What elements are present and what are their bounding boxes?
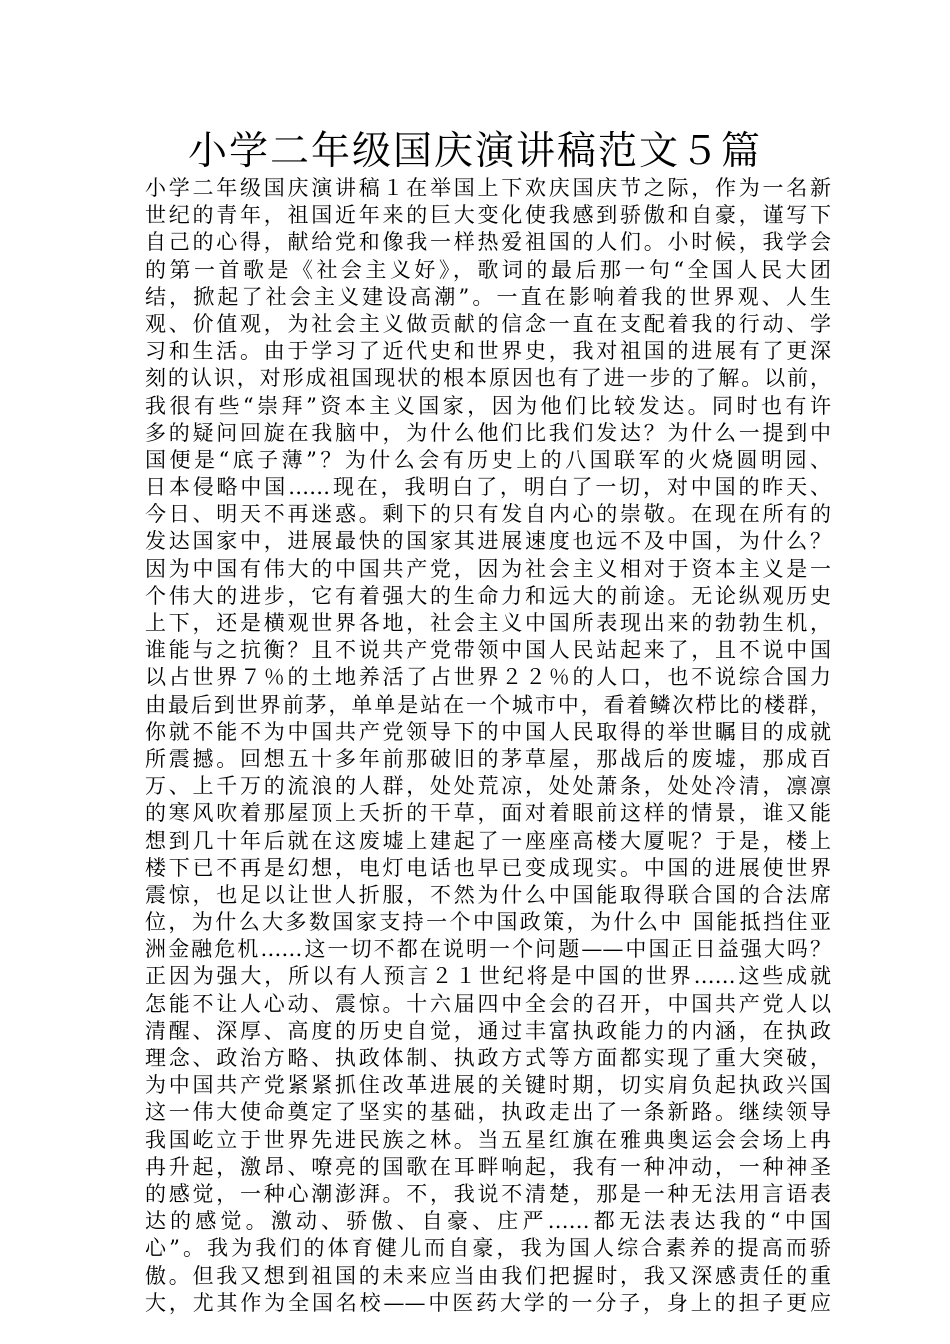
body-text-line: 怎能不让人心动、震惊。十六届四中全会的召开，中国共产党人以 (145, 991, 831, 1016)
body-text-line: 刻的认识，对形成祖国现状的根本原因也有了进一步的了解。以前， (145, 366, 831, 391)
body-text-line: 的第一首歌是《社会主义好》，歌词的最后那一句“全国人民大团 (145, 257, 831, 282)
body-text-line: 心”。我为我们的体育健儿而自豪，我为国人综合素养的提高而骄 (145, 1236, 831, 1261)
body-text-line: 的寒风吹着那屋顶上夭折的干草，面对着眼前这样的情景，谁又能 (145, 801, 831, 826)
document-body (145, 175, 831, 1317)
body-text-line: 想到几十年后就在这废墟上建起了一座座高楼大厦呢？于是，楼上 (145, 828, 831, 853)
body-text-line: 我很有些“崇拜”资本主义国家，因为他们比较发达。同时也有许 (145, 393, 831, 418)
body-text-line: 冉升起，激昂、嘹亮的国歌在耳畔响起，我有一种冲动，一种神圣 (145, 1154, 831, 1179)
body-text-line: 的感觉，一种心潮澎湃。不，我说不清楚，那是一种无法用言语表 (145, 1181, 831, 1206)
body-text-line: 位，为什么大多数国家支持一个中国政策，为什么中 国能抵挡住亚 (145, 910, 831, 935)
body-text-line: 个伟大的进步，它有着强大的生命力和远大的前途。无论纵观历史 (145, 583, 831, 608)
body-text-line: 以占世界７％的土地养活了占世界２２％的人口，也不说综合国力 (145, 665, 831, 690)
body-text-line: 万、上千万的流浪的人群，处处荒凉，处处萧条，处处冷清，凛凛 (145, 774, 831, 799)
body-text-line: 所震撼。回想五十多年前那破旧的茅草屋，那战后的废墟，那成百 (145, 746, 831, 771)
body-text-line: 习和生活。由于学习了近代史和世界史，我对祖国的进展有了更深 (145, 339, 831, 364)
body-text-line: 观、价值观，为社会主义做贡献的信念一直在支配着我的行动、学 (145, 311, 831, 336)
body-text-line: 自己的心得，献给党和像我一样热爱祖国的人们。小时候，我学会 (145, 230, 831, 255)
body-text-line: 理念、政治方略、执政体制、执政方式等方面都实现了重大突破， (145, 1046, 831, 1070)
body-text-line: 为中国共产党紧紧抓住改革进展的关键时期，切实肩负起执政兴国 (145, 1073, 831, 1098)
document-title: 小学二年级国庆演讲稿范文５篇 (187, 129, 762, 174)
body-text-line: 今日、明天不再迷惑。剩下的只有发自内心的崇敬。在现在所有的 (145, 502, 831, 527)
body-text-line: 傲。但我又想到祖国的未来应当由我们把握时，我又深感责任的重 (145, 1263, 831, 1288)
body-text-line: 上下，还是横观世界各地，社会主义中国所表现出来的勃勃生机， (145, 611, 831, 635)
body-text-line: 结，掀起了社会主义建设高潮”。一直在影响着我的世界观、人生 (145, 284, 831, 309)
body-text-line: 发达国家中，进展最快的国家其进展速度也远不及中国，为什么？ (145, 529, 831, 554)
body-text-line: 清醒、深厚、高度的历史自觉，通过丰富执政能力的内涵，在执政 (145, 1018, 831, 1043)
body-text-line: 楼下已不再是幻想，电灯电话也早已变成现实。中国的进展使世界 (145, 855, 831, 880)
body-text-line: 日本侵略中国……现在，我明白了，明白了一切，对中国的昨天、 (145, 475, 831, 500)
body-text-line: 达的感觉。激动、骄傲、自豪、庄严……都无法表达我的“中国 (145, 1209, 831, 1234)
body-text-line: 小学二年级国庆演讲稿１在举国上下欢庆国庆节之际，作为一名新 (145, 176, 831, 200)
body-text-line: 世纪的青年，祖国近年来的巨大变化使我感到骄傲和自豪，谨写下 (145, 203, 831, 228)
body-text-line: 多的疑问回旋在我脑中，为什么他们比我们发达？为什么一提到中 (145, 420, 831, 445)
body-text-line: 因为中国有伟大的中国共产党，因为社会主义相对于资本主义是一 (145, 556, 831, 581)
body-text-line: 正因为强大，所以有人预言２１世纪将是中国的世界……这些成就 (145, 964, 831, 989)
body-text-line: 国便是“底子薄”？为什么会有历史上的八国联军的火烧圆明园、 (145, 447, 831, 472)
body-text-line: 我国屹立于世界先进民族之林。当五星红旗在雅典奥运会会场上冉 (145, 1127, 831, 1152)
body-text-line: 震惊，也足以让世人折服，不然为什么中国能取得联合国的合法席 (145, 882, 831, 907)
body-text-line: 大，尤其作为全国名校——中医药大学的一分子，身上的担子更应 (145, 1290, 831, 1315)
body-text-line: 由最后到世界前茅，单单是站在一个城市中，看着鳞次栉比的楼群， (145, 692, 831, 717)
body-text-line: 洲金融危机……这一切不都在说明一个问题——中国正日益强大吗？ (145, 937, 831, 962)
body-text-line: 这一伟大使命奠定了坚实的基础，执政走出了一条新路。继续领导 (145, 1100, 831, 1125)
body-text-line: 谁能与之抗衡？且不说共产党带领中国人民站起来了，且不说中国 (145, 638, 831, 663)
body-text-line: 你就不能不为中国共产党领导下的中国人民取得的举世瞩目的成就 (145, 719, 831, 744)
